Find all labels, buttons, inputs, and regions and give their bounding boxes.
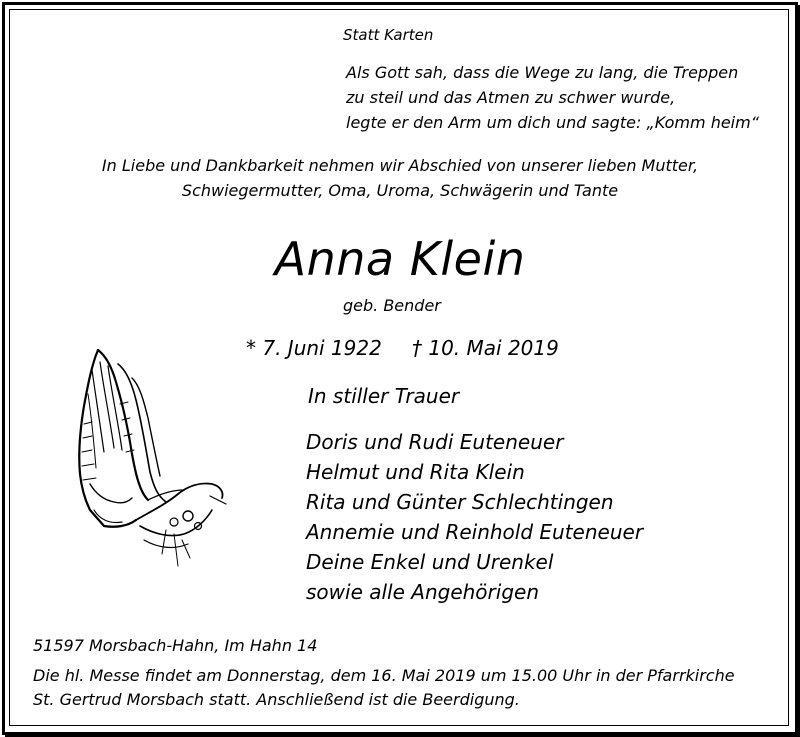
poem-line-3: legte er den Arm um dich und sagte: „Komm heim“ [346, 113, 759, 132]
birth-date: * 7. Juni 1922 [246, 336, 382, 360]
mourner-name: Doris und Rudi Euteneuer [306, 430, 564, 454]
deceased-name: Anna Klein [274, 232, 526, 286]
mourner-name: Rita und Günter Schlechtingen [306, 490, 614, 514]
family-address: 51597 Morsbach-Hahn, Im Hahn 14 [33, 636, 318, 655]
mourner-name: Deine Enkel und Urenkel [306, 550, 554, 574]
statt-karten-label: Statt Karten [343, 26, 434, 44]
mourner-name: Helmut und Rita Klein [306, 460, 525, 484]
maiden-name: geb. Bender [343, 296, 441, 315]
intro-line-1: In Liebe und Dankbarkeit nehmen wir Abschied von unserer lieben Mutter, [101, 156, 699, 175]
praying-hands-icon [70, 344, 230, 574]
mourner-name: sowie alle Angehörigen [306, 580, 539, 604]
death-date: † 10. Mai 2019 [412, 336, 559, 360]
intro-line-2: Schwiegermutter, Oma, Uroma, Schwägerin und Tante [181, 181, 619, 200]
poem-line-2: zu steil und das Atmen zu schwer wurde, [346, 88, 676, 107]
mourners-heading: In stiller Trauer [308, 384, 460, 408]
mass-info-line-2: St. Gertrud Morsbach statt. Anschließend ist die Beerdigung. [33, 690, 520, 709]
mourner-name: Annemie und Reinhold Euteneuer [306, 520, 644, 544]
mass-info-line-1: Die hl. Messe findet am Donnerstag, dem 16. Mai 2019 um 15.00 Uhr in der Pfarrkirche [33, 666, 735, 685]
poem-line-1: Als Gott sah, dass die Wege zu lang, die Treppen [346, 63, 739, 82]
